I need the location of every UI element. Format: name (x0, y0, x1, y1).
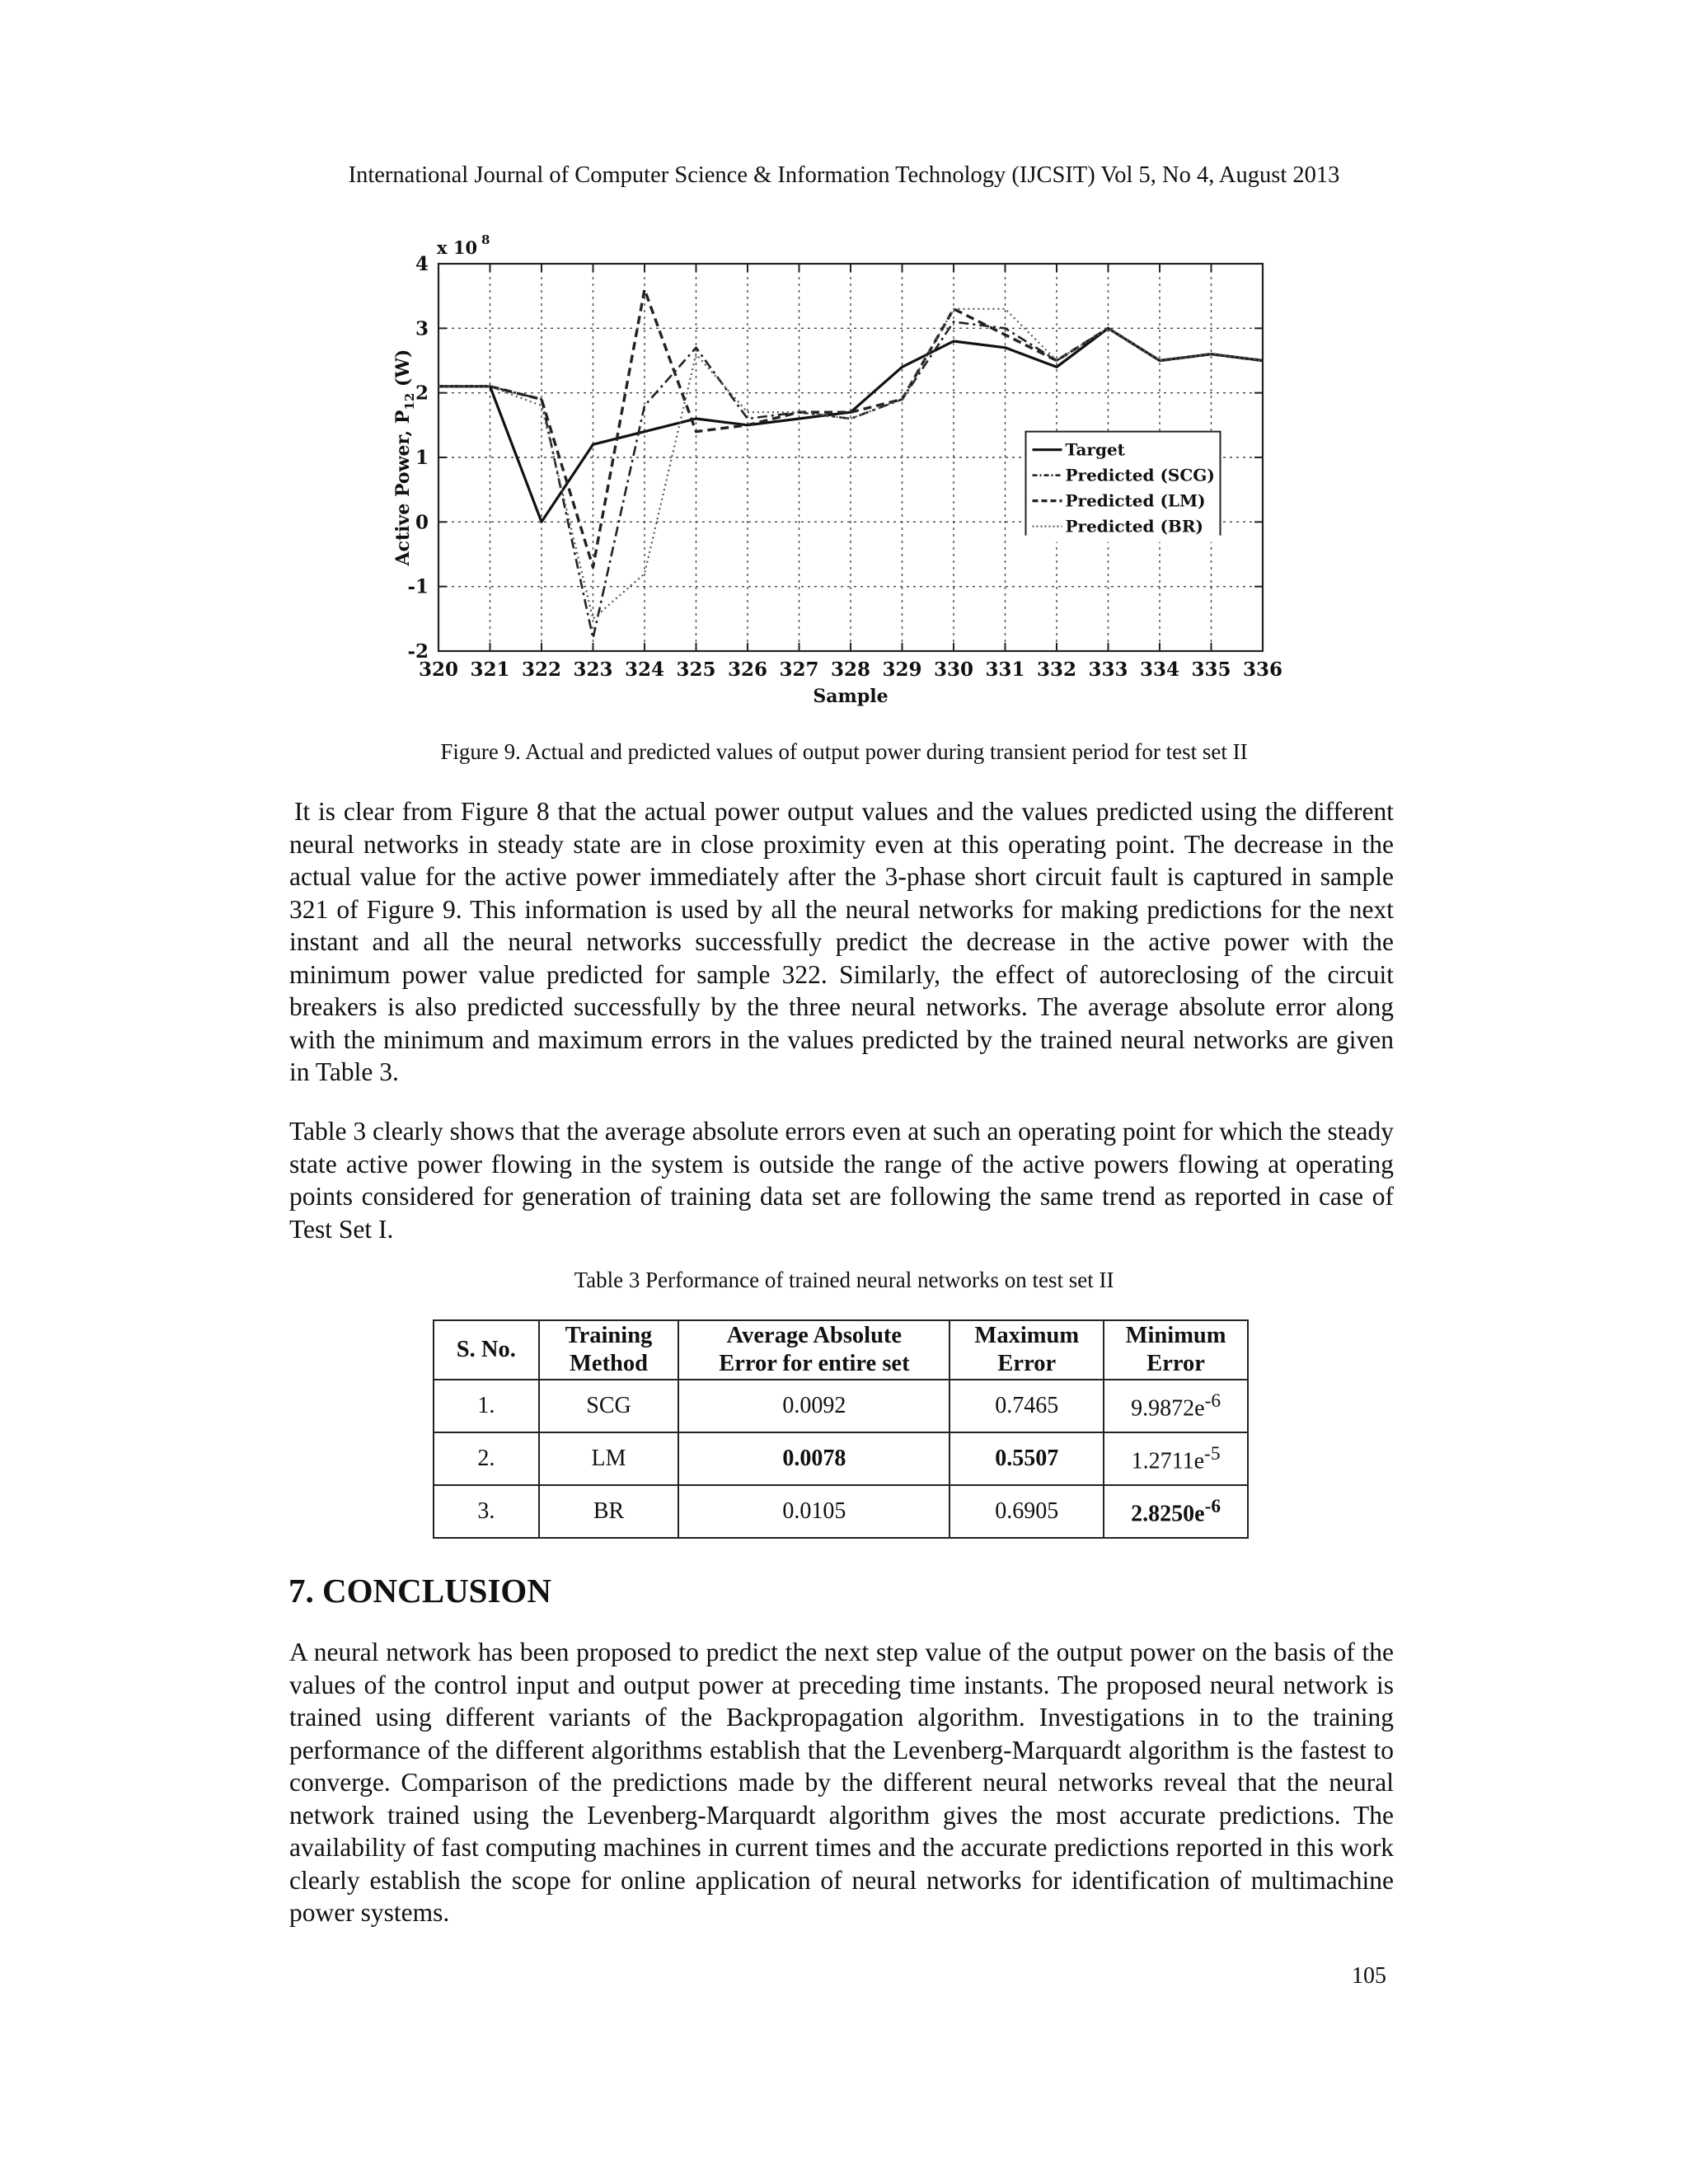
line-chart (387, 223, 1302, 717)
x-tick-label: 330 (933, 658, 974, 681)
legend-label: Predicted (LM) (1065, 490, 1206, 511)
x-tick-label: 321 (470, 658, 510, 681)
table-header-row (434, 1320, 1248, 1380)
cell-sno: 2. (434, 1432, 539, 1485)
y-axis-label (392, 349, 417, 567)
x-tick-label: 325 (676, 658, 716, 681)
y-tick-label: 1 (415, 447, 429, 469)
legend-label: Predicted (SCG) (1065, 465, 1215, 485)
cell-method: LM (539, 1432, 679, 1485)
section-title-conclusion: 7. CONCLUSION (288, 1572, 551, 1610)
table-caption: Table 3 Performance of trained neural networks on test set II (574, 1268, 1114, 1292)
paragraph-figure-discussion: It is clear from Figure 8 that the actual power output values and the values predicted using the different neural networks in steady state are in close proximity even at this operating point. The decrease in the actual value for the active power immediately after the 3-phase short circuit fault is captured in sample 321 of Figure 9. This information is used by all the neural networks for making predictions for the next instant and all the neural networks successfully predict the decrease in the active power with the minimum power value predicted for sample 322. Similarly, the effect of autoreclosing of the circuit breakers is also predicted successfully by the three neural networks. The average absolute error along with the minimum and maximum errors in the values predicted by the trained neural networks are given in Table 3. (289, 797, 1394, 1086)
header-average-error (678, 1320, 950, 1380)
table-row (434, 1485, 1248, 1538)
y-tick-label: -1 (407, 575, 429, 598)
cell-avg-error: 0.0092 (678, 1380, 950, 1432)
cell-min-error-exp: -6 (1204, 1495, 1221, 1517)
header-average-error-line1: Average Absolute (726, 1323, 903, 1348)
cell-method: BR (539, 1485, 679, 1538)
y-tick-label: 3 (415, 317, 429, 340)
legend (1025, 432, 1221, 542)
cell-min-error-exp: -6 (1204, 1390, 1221, 1412)
x-tick-label: 327 (779, 658, 819, 681)
header-maximum-error-line1: Maximum (974, 1323, 1080, 1348)
x-tick-label: 331 (985, 658, 1025, 681)
cell-avg-error: 0.0105 (678, 1485, 950, 1538)
x-tick-label: 323 (573, 658, 613, 681)
legend-label: Target (1065, 439, 1125, 460)
x-tick-label: 328 (830, 658, 871, 681)
x-tick-label: 324 (624, 658, 665, 681)
y-tick-label: -2 (407, 640, 429, 663)
header-sno: S. No. (434, 1320, 539, 1380)
cell-min-error-base: 9.9872e (1131, 1395, 1205, 1422)
y-tick-label: 4 (415, 253, 429, 275)
x-tick-label: 336 (1242, 658, 1283, 681)
y-axis-label-subscript: 12 (402, 392, 417, 410)
x-tick-label: 333 (1088, 658, 1128, 681)
cell-sno: 1. (434, 1380, 539, 1432)
header-minimum-error-line2: Error (1146, 1351, 1205, 1376)
cell-min-error-exp: -5 (1204, 1442, 1221, 1465)
performance-table (433, 1319, 1249, 1539)
cell-avg-error: 0.0078 (678, 1432, 950, 1485)
cell-sno: 3. (434, 1485, 539, 1538)
cell-min-error-base: 1.2711e (1131, 1448, 1205, 1474)
x-tick-label: 320 (418, 658, 459, 681)
cell-min-error-base: 2.8250e (1131, 1501, 1205, 1527)
y-scale-label: x 10 (437, 237, 478, 258)
y-axis-label-unit: (W) (392, 349, 414, 393)
cell-min-error (1104, 1485, 1248, 1538)
cell-max-error: 0.6905 (950, 1485, 1104, 1538)
paragraph-table-discussion: Table 3 clearly shows that the average absolute errors even at such an operating point for which the steady state active power flowing in the system is outside the range of the active powers flowing at operating points considered for generation of training data set are following the same trend as reported in case of Test Set I. (289, 1117, 1394, 1244)
x-tick-label: 335 (1191, 658, 1231, 681)
legend-bottom-mask (1025, 536, 1221, 542)
header-minimum-error-line1: Minimum (1125, 1323, 1226, 1348)
table-row (434, 1432, 1248, 1485)
legend-label: Predicted (BR) (1065, 516, 1203, 537)
paragraph-conclusion: A neural network has been proposed to predict the next step value of the output power on the basis of the values of the control input and output power at preceding time instants. The proposed neural network is trained using different variants of the Backpropagation algorithm. Investigations in to the training performance of the different algorithms establish that the Levenberg-Marquardt algorithm is the fastest to converge. Comparison of the predictions made by the different neural networks reveal that the neural network trained using the Levenberg-Marquardt algorithm gives the most accurate predictions. The availability of fast computing machines in current times and the accurate predictions reported in this work clearly establish the scope for online application of neural networks for identification of multimachine power systems. (289, 1638, 1394, 1927)
figure-caption: Figure 9. Actual and predicted values of output power during transient period for test set II (440, 739, 1248, 764)
header-maximum-error (950, 1320, 1104, 1380)
x-tick-label: 322 (521, 658, 562, 681)
cell-min-error (1104, 1380, 1248, 1432)
header-training-method (539, 1320, 679, 1380)
header-maximum-error-line2: Error (997, 1351, 1057, 1376)
y-tick-label: 0 (415, 511, 429, 534)
table-row (434, 1380, 1248, 1432)
journal-header: International Journal of Computer Science & Information Technology (IJCSIT) Vol 5, No 4, August 2013 (348, 162, 1340, 188)
header-average-error-line2: Error for entire set (719, 1351, 910, 1376)
header-training-method-line2: Method (570, 1351, 649, 1376)
page-number: 105 (1352, 1963, 1386, 1989)
cell-max-error: 0.5507 (950, 1432, 1104, 1485)
header-training-method-line1: Training (565, 1323, 653, 1348)
cell-method: SCG (539, 1380, 679, 1432)
x-tick-label: 326 (727, 658, 768, 681)
cell-min-error (1104, 1432, 1248, 1485)
x-tick-label: 334 (1139, 658, 1180, 681)
y-axis-label-main: Active Power, P (392, 410, 414, 566)
header-minimum-error (1104, 1320, 1248, 1380)
y-scale-exponent: 8 (481, 232, 490, 247)
x-tick-label: 332 (1036, 658, 1077, 681)
y-tick-label: 2 (415, 382, 429, 405)
x-axis-label: Sample (813, 686, 889, 707)
figure-9 (387, 223, 1302, 717)
cell-max-error: 0.7465 (950, 1380, 1104, 1432)
x-tick-label: 329 (882, 658, 922, 681)
